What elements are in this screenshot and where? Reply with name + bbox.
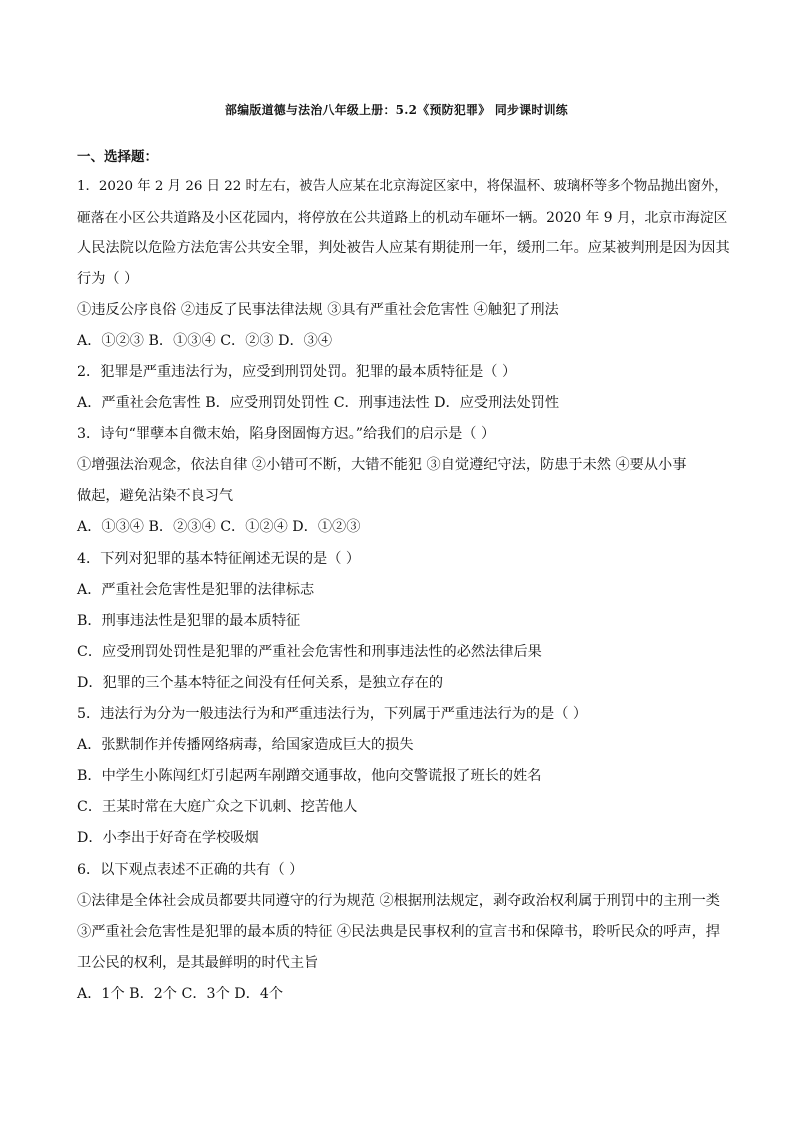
question-1-statements: ①违反公序良俗 ②违反了民事法律法规 ③具有严重社会危害性 ④触犯了刑法 [77,302,559,318]
section-heading: 一、选择题： [77,149,158,165]
question-3-statements: ①增强法治观念，依法自律 ②小错可不断，大错不能犯 ③自觉遵纪守法，防患于未然 ④要从小事 [77,457,687,473]
question-4-option-c: C．应受刑罚处罚性是犯罪的严重社会危害性和刑事违法性的必然法律后果 [77,644,542,660]
question-6-text: 6．以下观点表述不正确的共有（ ） [77,862,304,878]
question-5-option-b: B．中学生小陈闯红灯引起两车剐蹭交通事故，他向交警谎报了班长的姓名 [77,768,542,784]
question-1-text: 1．2020 年 2 月 26 日 22 时左右，被告人应某在北京海淀区家中，将保温杯、玻璃杯等多个物品抛出窗外， [77,179,728,194]
page-title: 部编版道德与法治八年级上册：5.2《预防犯罪》 同步课时训练 [225,103,568,117]
question-2-options: A．严重社会危害性 B．应受刑罚处罚性 C．刑事违法性 D．应受刑法处罚性 [77,395,560,411]
question-1-text: 行为（ ） [77,271,139,287]
question-4-option-d: D．犯罪的三个基本特征之间没有任何关系，是独立存在的 [77,675,444,691]
question-5-option-c: C．王某时常在大庭广众之下讥刺、挖苦他人 [77,799,358,815]
question-4-option-a: A．严重社会危害性是犯罪的法律标志 [77,582,315,598]
question-3-text: 3．诗句“罪孽本自微末始，陷身囹圄悔方迟。”给我们的启示是（ ） [77,426,496,442]
question-6-statements: ③严重社会危害性是犯罪的最本质的特征 ④民法典是民事权利的宣言书和保障书，聆听民众的呼声，捍 [77,924,720,940]
question-1-options: A．①②③ B．①③④ C．②③ D．③④ [77,333,333,349]
question-3-options: A．①③④ B．②③④ C．①②④ D．①②③ [77,519,361,535]
question-5-text: 5．违法行为分为一般违法行为和严重违法行为，下列属于严重违法行为的是（ ） [77,706,588,722]
question-6-statements: ①法律是全体社会成员都要共同遵守的行为规范 ②根据刑法规定，剥夺政治权利属于刑罚中的主刑一类 [77,893,720,909]
question-5-option-d: D．小李出于好奇在学校吸烟 [77,830,259,846]
question-4-text: 4．下列对犯罪的基本特征阐述无误的是（ ） [77,551,361,567]
question-1-text: 人民法院以危险方法危害公共安全罪，判处被告人应某有期徒刑一年，缓刑二年。应某被判刑是因为因其 [77,240,730,256]
question-6-options: A．1个 B．2个 C．3个 D．4个 [77,986,284,1002]
question-3-statements: 做起，避免沾染不良习气 [77,488,234,504]
question-4-option-b: B．刑事违法性是犯罪的最本质特征 [77,613,301,629]
question-1-text: 砸落在小区公共道路及小区花园内，将停放在公共道路上的机动车砸坏一辆。2020 年 9 月，北京市海淀区 [77,210,728,226]
question-2-text: 2．犯罪是严重违法行为，应受到刑罚处罚。犯罪的最本质特征是（ ） [77,364,517,380]
question-5-option-a: A．张默制作并传播网络病毒，给国家造成巨大的损失 [77,737,414,753]
question-6-statements: 卫公民的权利，是其最鲜明的时代主旨 [77,955,319,971]
